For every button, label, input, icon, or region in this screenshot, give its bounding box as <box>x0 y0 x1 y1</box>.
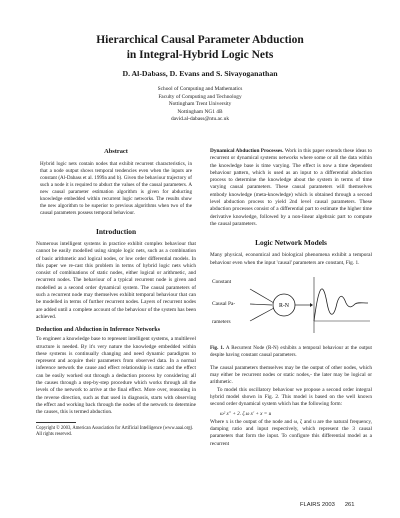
paper-title <box>40 33 360 62</box>
figure-1 <box>210 273 372 343</box>
page-footer <box>300 502 354 508</box>
introduction-heading: Introduction <box>95 227 137 236</box>
figure-label-causal-line2: rameters <box>212 318 231 325</box>
title-line-2: in Integral-Hybrid Logic Nets <box>126 48 274 61</box>
affiliation <box>100 86 300 124</box>
introduction-text: Numerous intelligent systems in practice exhibit complex behaviour that cannot be easily modelled using simple logic nets, such as a combination of basic arithmetic and logical nodes, or low order differential models. In this paper we re-cast this problem in terms of hybrid logic nets which consist of combinations of static nodes, either logical or arithmetic, and recurrent nodes. The behaviour of a typical recurrent node is given and modelled as a second order dynamical system. The causal parameters of such a recurrent node may themselves exhibit temporal behaviour that can be modelled in terms of further recurrent nodes. Layers of recurrent nodes are added until a complete account of the behaviour of the system has been achieved. <box>36 241 196 320</box>
author-email[interactable]: david.al-dabass@ntu.ac.uk <box>170 116 230 123</box>
input-arrow-2 <box>250 304 272 305</box>
right-column <box>210 148 372 448</box>
footer-page-number: 261 <box>344 502 355 508</box>
deduction-heading: Deduction and Abduction in Inference Networks <box>36 327 161 334</box>
body-paragraph-2: To model this oscillatory behaviour we propose a second order integral hybrid model shown in Fig. 2. This model is based on the well known second order dynamical system which has the following form: <box>210 386 372 408</box>
output-arrowhead <box>310 303 313 307</box>
abstract-heading: Abstract <box>104 148 128 155</box>
footnote-divider <box>36 422 76 423</box>
figure-1-caption <box>210 345 372 359</box>
dynamic-abduction-heading: Dynamical Abduction Processes. <box>210 148 284 154</box>
body-paragraph-1: The causal parameters themselves may be the output of other nodes, which may either be recurrent nodes or static nodes,- the later may be logical or arithmetic. <box>210 364 372 386</box>
affiliation-line: Nottingham Trent University <box>168 101 232 108</box>
left-column <box>36 148 196 438</box>
caption-text: A Recurrent Node (R-N) exhibits a temporal behaviour at the output despite having constant causal parameters. <box>210 344 372 358</box>
abstract-text: Hybrid logic nets contain nodes that exhibit recurrent characteristics, in that a node output shows temporal tendencies even when the inputs are constant (Al-Dabass et al. 1999a and b). Given the behaviour trajectory of such a node it is required to abduct the values of the causal parameters. A new causal parameter estimation algorithm is given for abducting knowledge embedded within recurrent logic networks. The results show the new algorithm to be superior to previous algorithms when two of the causal parameters possess temporal behaviour. <box>40 161 192 216</box>
input-arrow-1 <box>250 289 274 303</box>
deduction-text: To engineer a knowledge base to represent intelligent systems, a multilevel structure is needed. By it's very nature the knowledge embedded within these systems is continually changing and need dynamic paradigms to represent and acquire their parameters from observed data. In a normal inference network the cause and effect relationship is static and the effect can be easily worked out through a deduction process by considering all the causes through a step-by-step procedure which works through all the levels of the network to arrive at the final effect. More over, reasoning in the reverse direction, such as that used in diagnosis, starts with observing the effect and working back through the nodes of the network to determine the causes, this is termed abduction. <box>36 336 196 416</box>
temporal-response-curve <box>314 289 368 321</box>
figure-1-diagram <box>210 273 372 343</box>
footer-venue: FLAIRS 2003 <box>300 502 335 508</box>
authors: D. Al-Dabass, D. Evans and S. Sivayoganathan <box>122 69 278 78</box>
title-line-1: Hierarchical Causal Parameter Abduction <box>96 34 304 46</box>
caption-number: Fig. 1. <box>210 344 225 351</box>
logic-models-text: Many physical, economical and biological phenomena exhibit a temporal behaviour even when the input 'causal' parameters are constant, Fig. 1. <box>210 252 372 266</box>
dynamic-abduction-paragraph <box>210 148 372 228</box>
node-label: R-N <box>279 302 289 309</box>
logic-models-heading: Logic Network Models <box>255 238 327 248</box>
affiliation-line: Nottingham NG1 4B <box>177 108 223 115</box>
equation-1: ω² x'' + 2. ζ.ω x' + x = u <box>220 410 272 417</box>
dynamic-abduction-text: Work in this paper extends these ideas to recurrent or dynamical systems networks where some or all the data within the knowledge base is time varying. The effect is now a time dependent behaviour pattern, which is used as an input to a differential abduction process to determine the knowledge about the system in terms of time varying causal parameters. These causal parameters will themselves embody knowledge (meta-knowledge) which is obtained through a second level abduction process to yield 2nd level causal parameters. These abduction processes consist of a differential part to estimate the higher time derivative knowledge, followed by a non-linear algebraic part to compute the causal parameters. <box>210 148 372 227</box>
figure-label-constant: Constant <box>212 278 232 285</box>
body-paragraph-3: Where x is the output of the node and ω, ζ and u are the natural frequency, damping ratio and input respectively, which represent the 3 causal parameters that form the input. To configure this differential model as a recurrent <box>210 418 372 447</box>
figure-label-causal-line1: Causal Pa- <box>212 300 236 307</box>
input-arrow-3 <box>250 308 274 321</box>
affiliation-line: School of Computing and Mathematics <box>157 86 243 92</box>
copyright-notice: Copyright © 2003, American Association for Artificial Intelligence (www.aaai.org). All rights reserved. <box>36 425 194 437</box>
affiliation-line: Faculty of Computing and Technology <box>158 93 242 100</box>
